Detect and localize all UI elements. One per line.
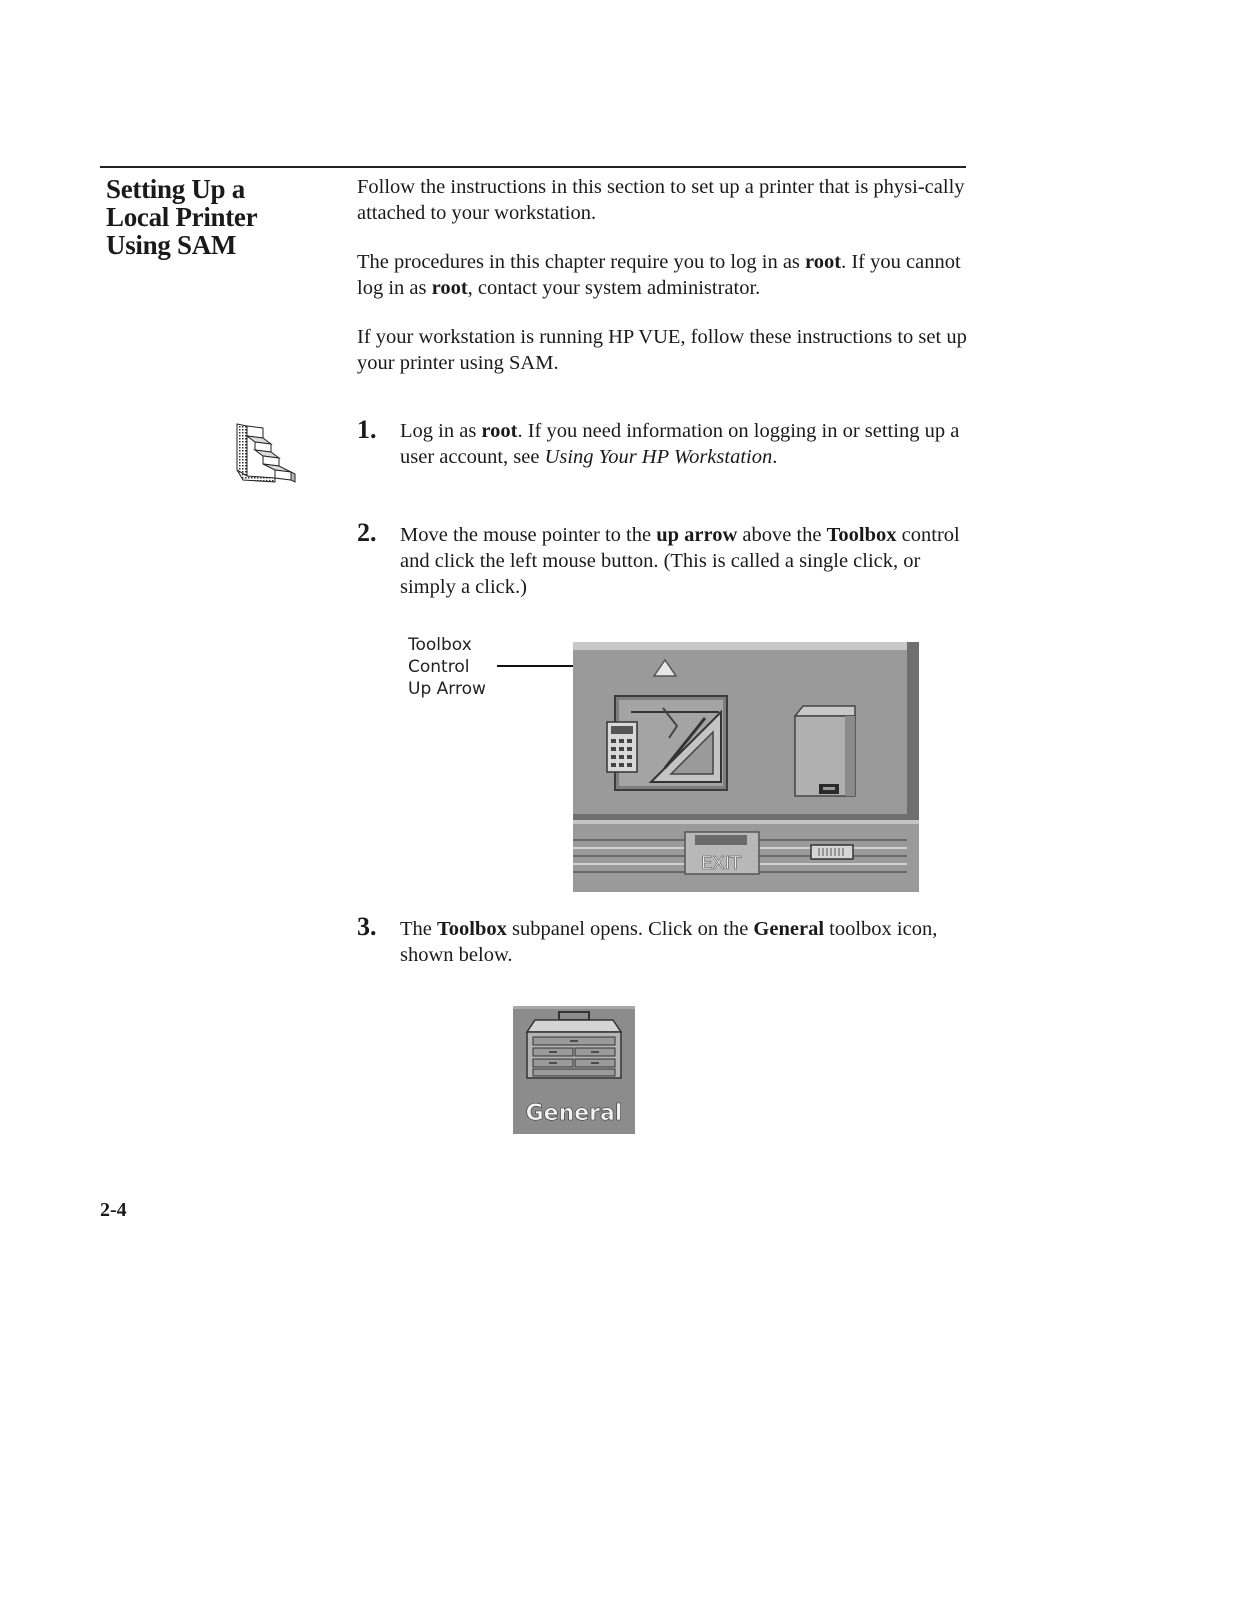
root-term: root xyxy=(805,251,842,273)
stairs-icon xyxy=(233,420,299,484)
heading-line-2: Local Printer xyxy=(106,202,258,232)
toolbox-icon[interactable] xyxy=(607,696,727,790)
exit-button[interactable] xyxy=(685,832,759,874)
step-2-text: Move the mouse pointer to the up arrow above the Toolbox control and click the left mouse button. (This is called a single click, or simply a click.) xyxy=(400,524,960,598)
callout-label: Toolbox Control Up Arrow xyxy=(408,635,486,699)
exit-label: EXIT xyxy=(700,853,742,874)
toolbox-control-panel xyxy=(573,642,919,892)
step-2-number: 2. xyxy=(357,518,377,547)
intro-paragraph-2: The procedures in this chapter require you to log in as root. If you cannot log in as root, contact your system administrator. xyxy=(357,251,961,299)
section-heading xyxy=(106,175,336,259)
intro-paragraph-1: Follow the instructions in this section to set up a printer that is physi-cally attached to your workstation. xyxy=(357,176,965,224)
step-3-text: The Toolbox subpanel opens. Click on the General toolbox icon, shown below. xyxy=(400,918,938,966)
step-1-number: 1. xyxy=(357,415,377,444)
root-term: root xyxy=(431,277,468,299)
step-3-number: 3. xyxy=(357,912,377,941)
general-label: General xyxy=(525,1101,623,1126)
heading-line-3: Using SAM xyxy=(106,230,237,260)
trash-icon[interactable] xyxy=(795,706,855,796)
slider-icon[interactable] xyxy=(811,845,853,859)
page-number: 2-4 xyxy=(100,1199,127,1221)
top-rule xyxy=(100,166,966,168)
general-toolbox-icon[interactable] xyxy=(513,1006,635,1134)
heading-line-1: Setting Up a xyxy=(106,174,245,204)
step-1-text: Log in as root. If you need information on logging in or setting up a user account, see Using Your HP Workstation. xyxy=(400,420,960,468)
intro-paragraph-3: If your workstation is running HP VUE, follow these instructions to set up your printer using SAM. xyxy=(357,326,967,374)
